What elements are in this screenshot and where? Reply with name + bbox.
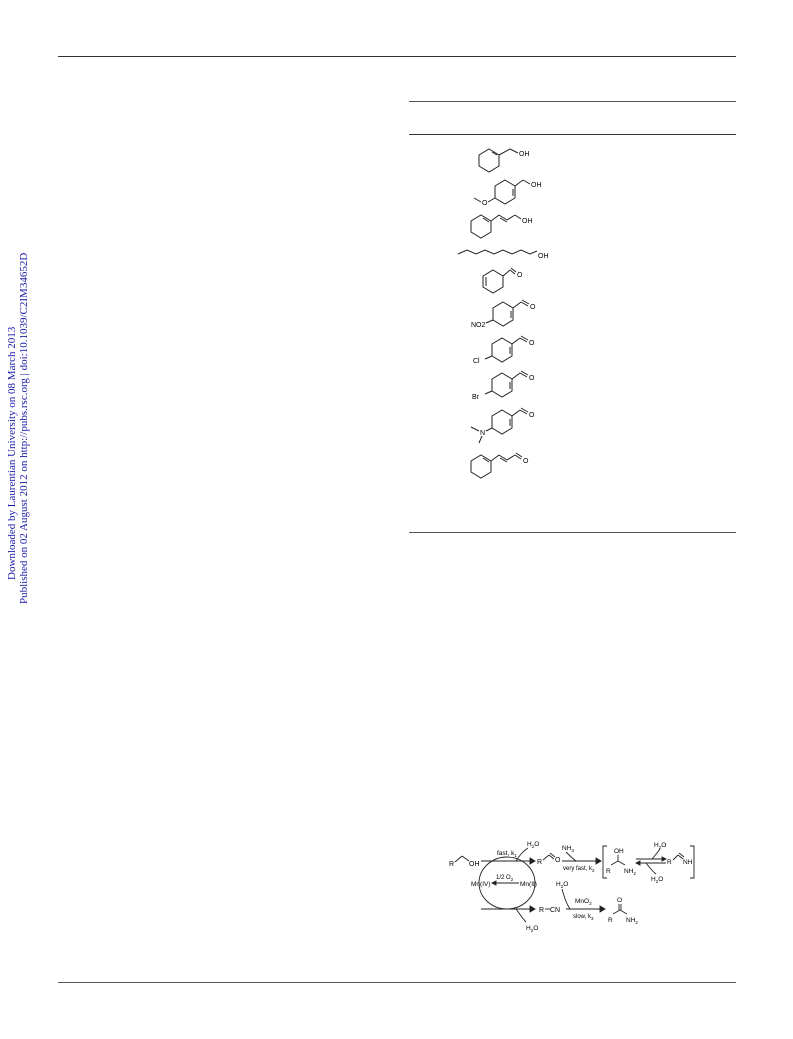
scheme-r-nitrile: R <box>539 907 545 914</box>
fast-k1-label: fast, $k_1$ <box>497 850 517 858</box>
scheme-r-aldehyde: R <box>537 859 543 866</box>
mn2-label: Mn(II) <box>520 881 537 888</box>
mno2-label: MnO$_2$ <box>575 898 592 906</box>
carbonyl-o-label: O <box>530 304 536 311</box>
h2o-mid-label: $H_2O$ <box>556 881 569 889</box>
scheme-nh2-hemiaminal: $NH_2$ <box>624 868 636 876</box>
scheme-o-amide: O <box>617 897 623 904</box>
scheme-r-hemiaminal: R <box>606 868 611 875</box>
scheme-r-alcohol: R <box>449 861 455 868</box>
chloro-label: Cl <box>473 358 480 365</box>
scheme-r-imine: R <box>667 859 672 866</box>
carbonyl-o-label: O <box>529 375 535 382</box>
oh-label: OH <box>538 253 549 260</box>
scheme-o-aldehyde: O <box>555 857 561 864</box>
download-notice-line1: Downloaded by Laurentian University on 08 March 2013 <box>6 326 18 580</box>
scheme-nh-imine: NH <box>683 859 693 866</box>
carbonyl-o-label: O <box>517 272 523 279</box>
h2o-eq-top-label: $H_2O$ <box>654 842 667 850</box>
nh3-label: $NH_3$ <box>562 845 574 853</box>
scheme-oh-hemiaminal: OH <box>614 848 624 855</box>
oh-label: OH <box>522 218 533 225</box>
carbonyl-o-label: O <box>523 458 529 465</box>
carbonyl-o-label: O <box>529 412 535 419</box>
bromo-label: Br <box>472 394 479 401</box>
carbonyl-o-label: O <box>529 340 535 347</box>
h2o-eq-bottom-label: $H_2O$ <box>651 876 664 884</box>
amino-n-label: N <box>480 430 486 437</box>
scheme-r-amide: R <box>608 917 613 924</box>
h2o-top-label: $H_2O$ <box>527 841 540 849</box>
mn4-label: Mn(IV) <box>471 881 491 888</box>
scheme-nh2-amide: $NH_2$ <box>626 917 638 925</box>
slow-k3-label: slow, $k_3$ <box>573 914 594 921</box>
oh-label: OH <box>519 151 530 158</box>
very-fast-k2-label: very fast, $k_2$ <box>563 866 595 873</box>
methoxy-o-label: O <box>482 200 488 207</box>
oh-label: OH <box>531 182 542 189</box>
nitro-label: NO2 <box>471 322 486 329</box>
h2o-bottom-label: $H_2O$ <box>526 925 539 933</box>
scheme-oh-alcohol: OH <box>469 861 480 868</box>
download-notice-line2: Published on 02 August 2012 on http://pubs.rsc.org | doi:10.1039/C2IM34652D <box>18 252 30 604</box>
half-o2-label: 1/2 $O_2$ <box>496 875 514 882</box>
scheme-cn-nitrile: CN <box>550 907 561 914</box>
